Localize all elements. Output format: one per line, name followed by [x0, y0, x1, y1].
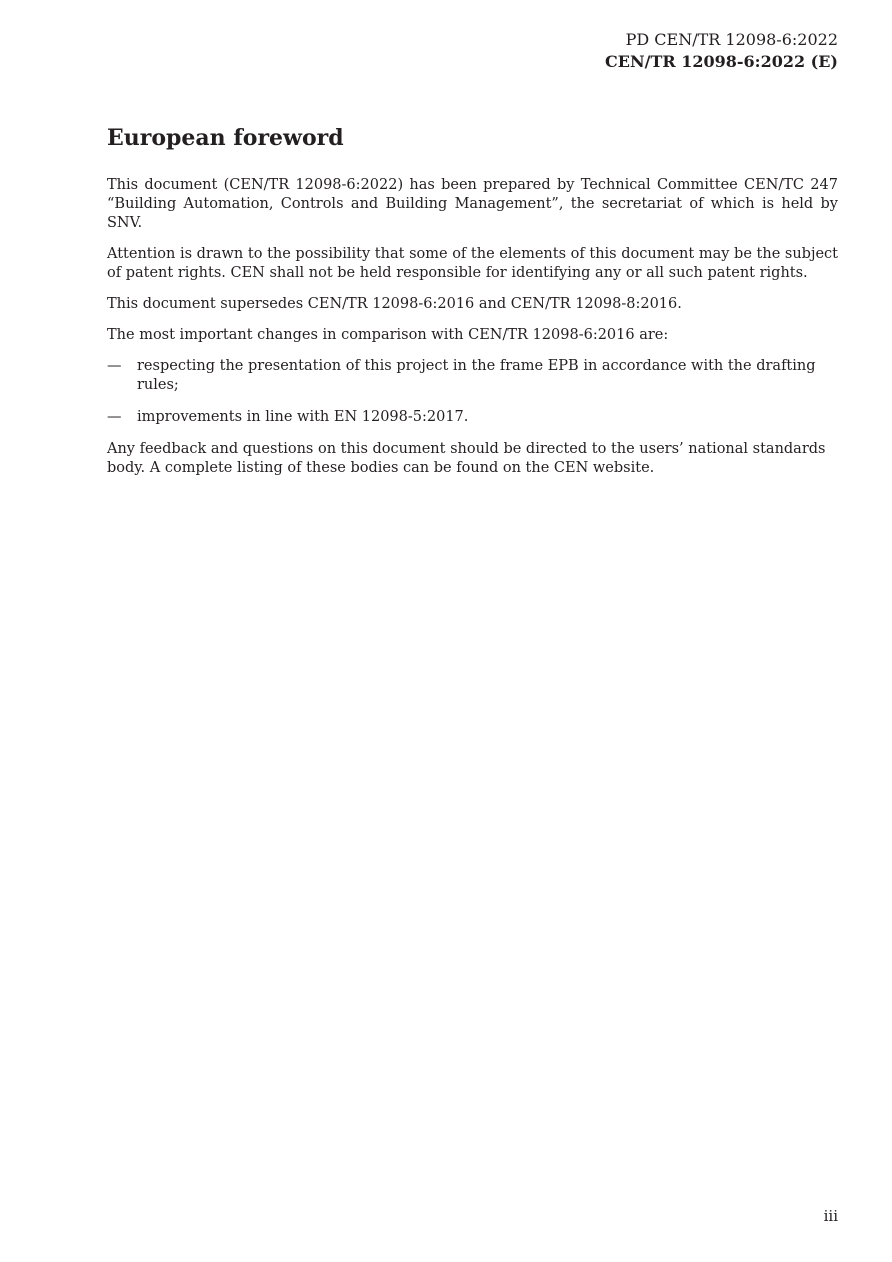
document-reference-bold: CEN/TR 12098-6:2022 (E)	[605, 52, 838, 71]
list-item-text: respecting the presentation of this project in the frame EPB in accordance with the drafting rules;	[137, 358, 816, 393]
dash-bullet: —	[107, 358, 122, 374]
list-item	[107, 357, 838, 395]
section-title: European foreword	[107, 125, 344, 151]
dash-bullet: —	[107, 409, 122, 425]
list-item	[107, 408, 838, 427]
document-reference: PD CEN/TR 12098-6:2022	[625, 30, 838, 49]
page-number: iii	[823, 1207, 838, 1225]
paragraph-preparation: This document (CEN/TR 12098-6:2022) has been prepared by Technical Committee CEN/TC 247 “Building Automation, Controls and Building Management”, the secretariat of which is held by SNV.	[107, 177, 838, 231]
page-header	[605, 29, 838, 73]
main-content	[107, 122, 838, 490]
paragraph-patent-notice: Attention is drawn to the possibility that some of the elements of this document may be the subject of patent rights. CEN shall not be held responsible for identifying any or all such patent rights.	[107, 246, 838, 281]
paragraph-feedback: Any feedback and questions on this document should be directed to the users’ national standards body. A complete listing of these bodies can be found on the CEN website.	[107, 441, 826, 476]
list-item-text: improvements in line with EN 12098-5:2017.	[137, 409, 469, 425]
paragraph-changes-intro: The most important changes in comparison with CEN/TR 12098-6:2016 are:	[107, 327, 669, 343]
paragraph-supersedes: This document supersedes CEN/TR 12098-6:2016 and CEN/TR 12098-8:2016.	[107, 296, 682, 312]
